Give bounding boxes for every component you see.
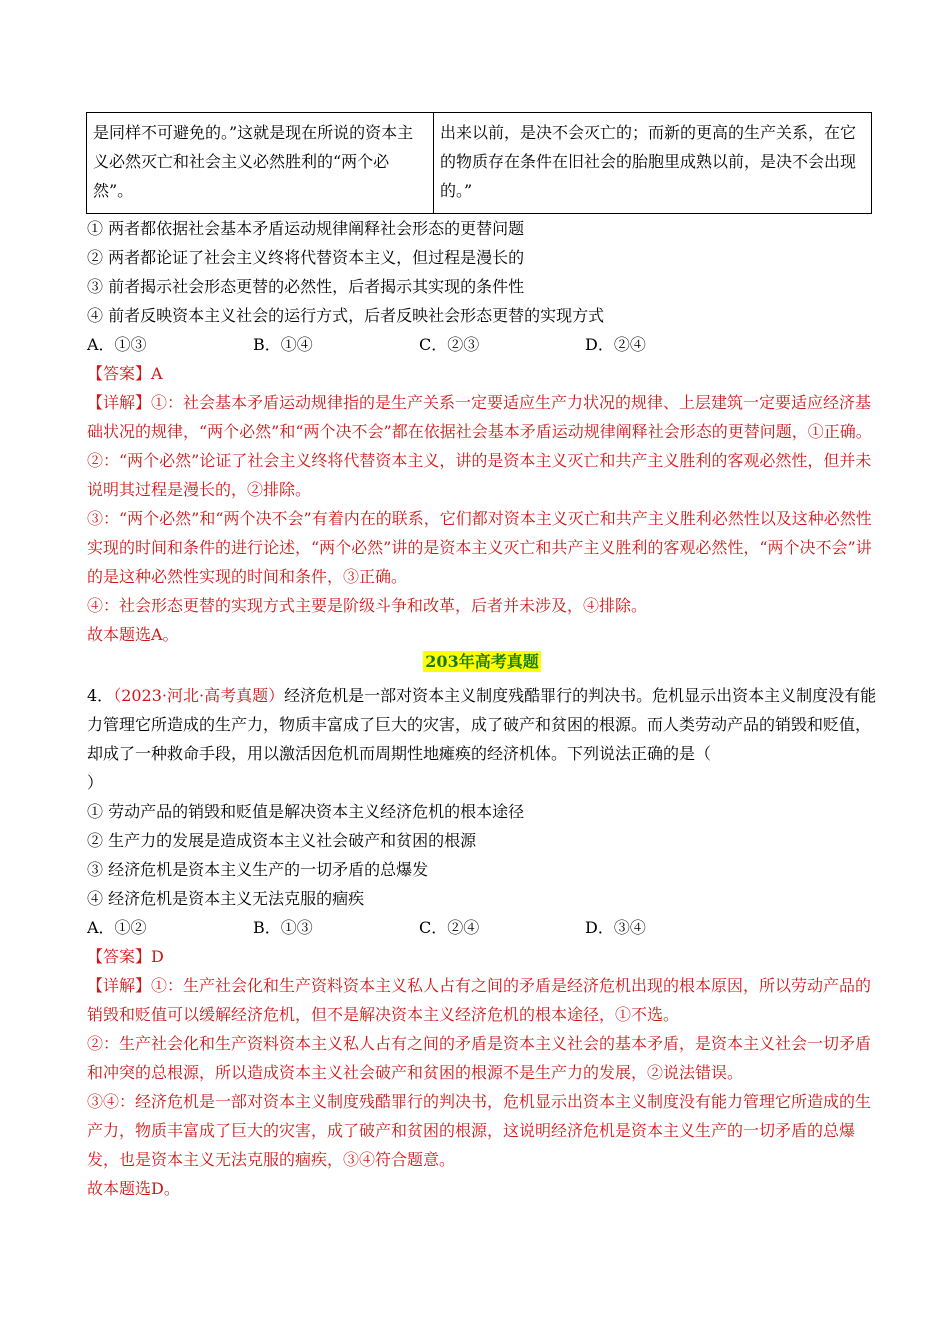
q4-source: （2023·河北·高考真题）	[113, 686, 285, 705]
q4-statements	[87, 797, 877, 913]
option-a: A．①③	[87, 335, 147, 354]
q3-explanation-3: ③：“两个必然”和“两个决不会”有着内在的联系，它们都对资本主义灭亡和共产主义胜利必然性以及这种必然性实现的时间和条件的进行论述，“两个必然”讲的是资本主义灭亡和共产主义胜利的客观必然性，“两个决不会”讲的是这种必然性实现的时间和条件，③正确。	[87, 509, 872, 586]
quote-table	[86, 112, 872, 214]
q3-explanation-4: ④：社会形态更替的实现方式主要是阶级斗争和改革，后者并未涉及，④排除。	[87, 596, 648, 615]
q4-stem-end: ）	[87, 773, 104, 792]
section-title: 203年高考真题	[425, 652, 539, 671]
q3-options	[87, 330, 877, 359]
statement: ① 两者都依据社会基本矛盾运动规律阐释社会形态的更替问题	[87, 219, 525, 238]
q4-explanation-3: ③④：经济危机是一部对资本主义制度残酷罪行的判决书，危机显示出资本主义制度没有能力管理它所造成的生产力，物质丰富成了巨大的灾害，成了破产和贫困的根源，这说明经济危机是资本主义生产的一切矛盾的总爆发，也是资本主义无法克服的痼疾，③④符合题意。	[87, 1092, 872, 1169]
statement: ① 劳动产品的销毁和贬值是解决资本主义经济危机的根本途径	[87, 802, 525, 821]
q4-stem	[87, 681, 877, 768]
option-c: C．②③	[419, 335, 480, 354]
q3-statements	[87, 214, 877, 330]
q4-conclusion: 故本题选D。	[87, 1179, 180, 1198]
statement: ④ 经济危机是资本主义无法克服的痼疾	[87, 889, 365, 908]
option-b: B．①③	[253, 918, 313, 937]
option-d: D．③④	[585, 918, 646, 937]
statement: ③ 经济危机是资本主义生产的一切矛盾的总爆发	[87, 860, 429, 879]
q4-stem-text: 经济危机是一部对资本主义制度残酷罪行的判决书。危机显示出资本主义制度没有能力管理它所造成的生产力，物质丰富成了巨大的灾害，成了破产和贫困的根源。而人类劳动产品的销毁和贬值，却成了一种救命手段，用以激活因危机而周期性地瘫痪的经济机体。下列说法正确的是（	[87, 686, 877, 763]
q4-options	[87, 913, 877, 942]
statement: ② 生产力的发展是造成资本主义社会破产和贫困的根源	[87, 831, 477, 850]
q4-number: 4．	[87, 686, 114, 705]
option-a: A．①②	[87, 918, 147, 937]
q3-answer: 【答案】A	[87, 364, 163, 383]
quote-left-cell: 是同样不可避免的。”这就是现在所说的资本主义必然灭亡和社会主义必然胜利的“两个必然”。	[87, 113, 434, 214]
option-c: C．②④	[419, 918, 480, 937]
q4-explanation-2: ②：生产社会化和生产资料资本主义私人占有之间的矛盾是资本主义社会的基本矛盾，是资本主义社会一切矛盾和冲突的总根源，所以造成资本主义社会破产和贫困的根源不是生产力的发展，②说法错误。	[87, 1034, 872, 1082]
statement: ② 两者都论证了社会主义终将代替资本主义，但过程是漫长的	[87, 248, 525, 267]
q4-answer: 【答案】D	[87, 947, 164, 966]
statement: ④ 前者反映资本主义社会的运行方式，后者反映社会形态更替的实现方式	[87, 306, 605, 325]
q3-explanation-2: ②：“两个必然”论证了社会主义终将代替资本主义，讲的是资本主义灭亡和共产主义胜利的客观必然性，但并未说明其过程是漫长的，②排除。	[87, 451, 872, 499]
option-b: B．①④	[253, 335, 313, 354]
option-d: D．②④	[585, 335, 646, 354]
q3-explanation-1: 【详解】①：社会基本矛盾运动规律指的是生产关系一定要适应生产力状况的规律、上层建筑一定要适应经济基础状况的规律，“两个必然”和“两个决不会”都在依据社会基本矛盾运动规律阐释社会形态的更替问题，①正确。	[87, 393, 872, 441]
quote-right-cell: 出来以前，是决不会灭亡的；而新的更高的生产关系，在它的物质存在条件在旧社会的胎胞里成熟以前，是决不会出现的。”	[434, 113, 872, 214]
q4-explanation-1: 【详解】①：生产社会化和生产资料资本主义私人占有之间的矛盾是经济危机出现的根本原因，所以劳动产品的销毁和贬值可以缓解经济危机，但不是解决资本主义经济危机的根本途径，①不选。	[87, 976, 872, 1024]
statement: ③ 前者揭示社会形态更替的必然性，后者揭示其实现的条件性	[87, 277, 525, 296]
q3-conclusion: 故本题选A。	[87, 625, 179, 644]
document-page	[87, 112, 877, 1203]
